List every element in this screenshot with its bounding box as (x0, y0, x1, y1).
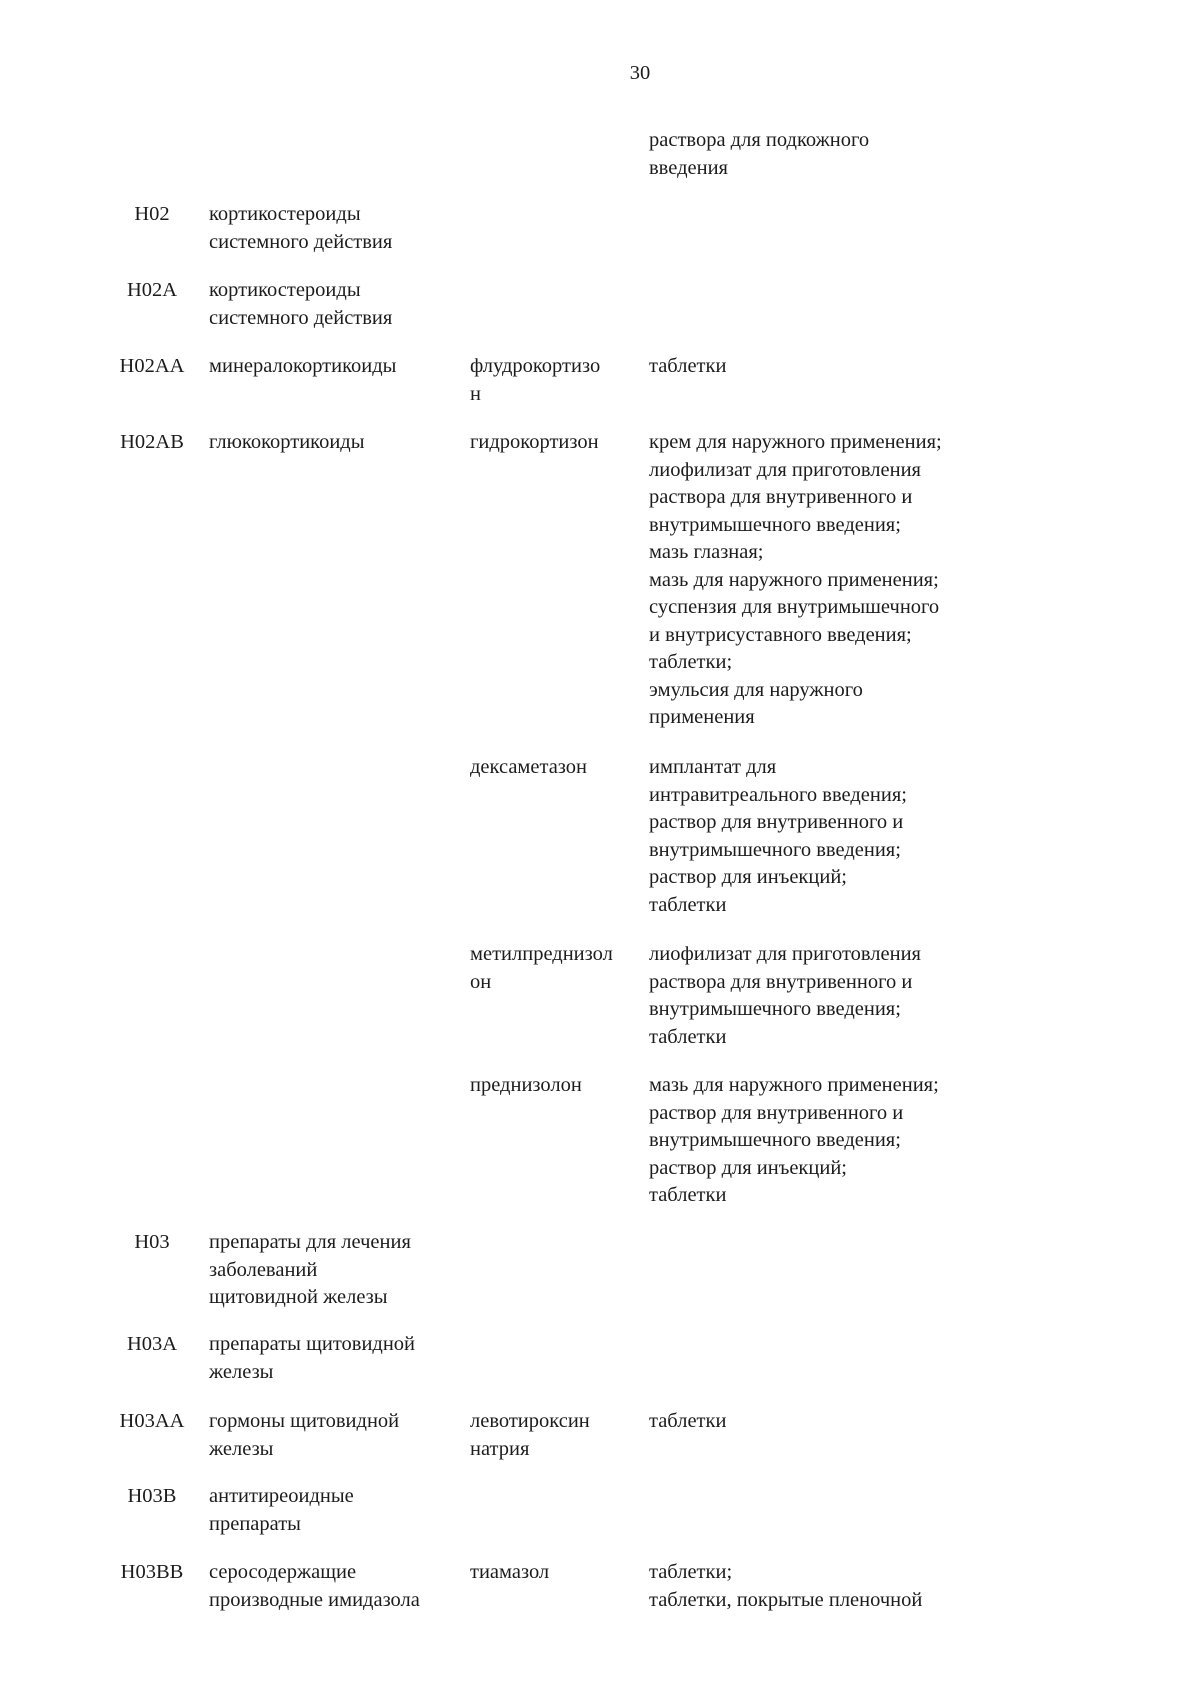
group-line: препараты (209, 1512, 301, 1535)
anatomical-therapeutic-group (209, 277, 459, 332)
dosage-form-line: раствор для внутривенного и (649, 1101, 904, 1124)
dosage-form-line: применения (649, 706, 755, 728)
atc-code: H03 (134, 1231, 170, 1253)
drug-name-line: дексаметазон (470, 756, 588, 778)
dosage-form-line: эмульсия для наружного (649, 678, 863, 701)
dosage-form-line: раствор для внутривенного и (649, 811, 904, 833)
drug-name (470, 941, 645, 996)
anatomical-therapeutic-group (209, 1559, 459, 1614)
anatomical-therapeutic-group (209, 353, 459, 381)
drug-name (470, 1559, 645, 1587)
group-line: препараты для лечения (209, 1231, 411, 1253)
group-line: серосодержащие (209, 1561, 357, 1583)
atc-code: H03AA (119, 1410, 185, 1432)
dosage-form-line: таблетки; (649, 1561, 733, 1583)
dosage-form-line: мазь для наружного применения; (649, 568, 939, 591)
anatomical-therapeutic-group (209, 201, 459, 256)
dosage-form-line: внутримышечного введения; (649, 838, 901, 861)
dosage-form-line: введения (649, 156, 728, 179)
drug-name-line: н (470, 382, 481, 405)
dosage-form-line: раствор для инъекций; (649, 866, 847, 888)
dosage-form (649, 1408, 1019, 1436)
dosage-form-line: лиофилизат для приготовления (649, 943, 921, 965)
group-line: антитиреоидные (209, 1485, 354, 1507)
dosage-form-line: имплантат для (649, 756, 777, 778)
anatomical-therapeutic-group (209, 1229, 459, 1312)
atc-code: H03A (126, 1333, 178, 1355)
drug-name (470, 754, 645, 782)
group-line: препараты щитовидной (209, 1333, 416, 1355)
group-line: заболеваний (209, 1258, 318, 1281)
anatomical-therapeutic-group (209, 1331, 459, 1386)
dosage-form-line: таблетки (649, 355, 727, 377)
dosage-form-line: раствор для инъекций; (649, 1156, 847, 1179)
group-line: щитовидной железы (209, 1286, 388, 1308)
dosage-form-line: крем для наружного применения; (649, 431, 942, 453)
dosage-form-line: таблетки (649, 1184, 727, 1206)
atc-code: H03BB (120, 1561, 184, 1583)
dosage-form-line: раствора для внутривенного и (649, 970, 913, 993)
dosage-form (649, 127, 1019, 182)
dosage-form (649, 353, 1019, 381)
dosage-form-line: лиофилизат для приготовления (649, 458, 921, 481)
drug-name-line: тиамазол (470, 1561, 550, 1583)
drug-name (470, 1072, 645, 1100)
drug-name-line: гидрокортизон (470, 431, 599, 453)
drug-name (470, 1408, 645, 1463)
group-line: системного действия (209, 230, 393, 253)
dosage-form-line: внутримышечного введения; (649, 1129, 901, 1151)
atc-code: H02AA (119, 355, 185, 377)
drug-name-line: натрия (470, 1437, 530, 1460)
drug-name-line: преднизолон (470, 1074, 582, 1096)
group-line: кортикостероиды (209, 203, 361, 225)
dosage-form-line: таблетки, покрытые пленочной (649, 1588, 923, 1611)
atc-code: H02A (126, 279, 178, 301)
group-line: производные имидазола (209, 1588, 420, 1611)
dosage-form-line: суспензия для внутримышечного (649, 596, 940, 618)
group-line: минералокортикоиды (209, 355, 397, 377)
dosage-form (649, 1559, 1019, 1614)
group-line: железы (209, 1360, 274, 1383)
group-line: железы (209, 1437, 274, 1460)
dosage-form-line: внутримышечного введения; (649, 513, 901, 536)
drug-name (470, 353, 645, 408)
dosage-form-line: таблетки; (649, 651, 733, 673)
drug-name-line: он (470, 970, 492, 993)
dosage-form-line: таблетки (649, 1025, 727, 1048)
atc-code: H03B (127, 1485, 177, 1507)
atc-code: H02 (134, 203, 170, 225)
dosage-form-line: мазь для наружного применения; (649, 1074, 939, 1096)
group-line: гормоны щитовидной (209, 1410, 400, 1432)
drug-name-line: левотироксин (470, 1410, 590, 1432)
anatomical-therapeutic-group (209, 1408, 459, 1463)
atc-code: H02AB (120, 431, 184, 453)
dosage-form-line: раствора для внутривенного и (649, 486, 913, 508)
group-line: кортикостероиды (209, 279, 361, 301)
dosage-form (649, 429, 1019, 732)
dosage-form-line: мазь глазная; (649, 541, 764, 563)
dosage-form-line: интравитреального введения; (649, 783, 907, 806)
dosage-form (649, 941, 1019, 1051)
page-number: 30 (629, 62, 651, 84)
drug-name-line: флудрокортизо (470, 355, 601, 377)
group-line: системного действия (209, 306, 393, 329)
dosage-form-line: и внутрисуставного введения; (649, 623, 912, 646)
dosage-form (649, 754, 1019, 919)
dosage-form-line: таблетки (649, 1410, 727, 1432)
drug-name (470, 429, 645, 457)
dosage-form (649, 1072, 1019, 1210)
anatomical-therapeutic-group (209, 1483, 459, 1538)
anatomical-therapeutic-group (209, 429, 459, 457)
dosage-form-line: раствора для подкожного (649, 129, 870, 151)
dosage-form-line: таблетки (649, 893, 727, 916)
group-line: глюкокортикоиды (209, 431, 365, 453)
drug-name-line: метилпреднизол (470, 943, 613, 965)
dosage-form-line: внутримышечного введения; (649, 998, 901, 1020)
